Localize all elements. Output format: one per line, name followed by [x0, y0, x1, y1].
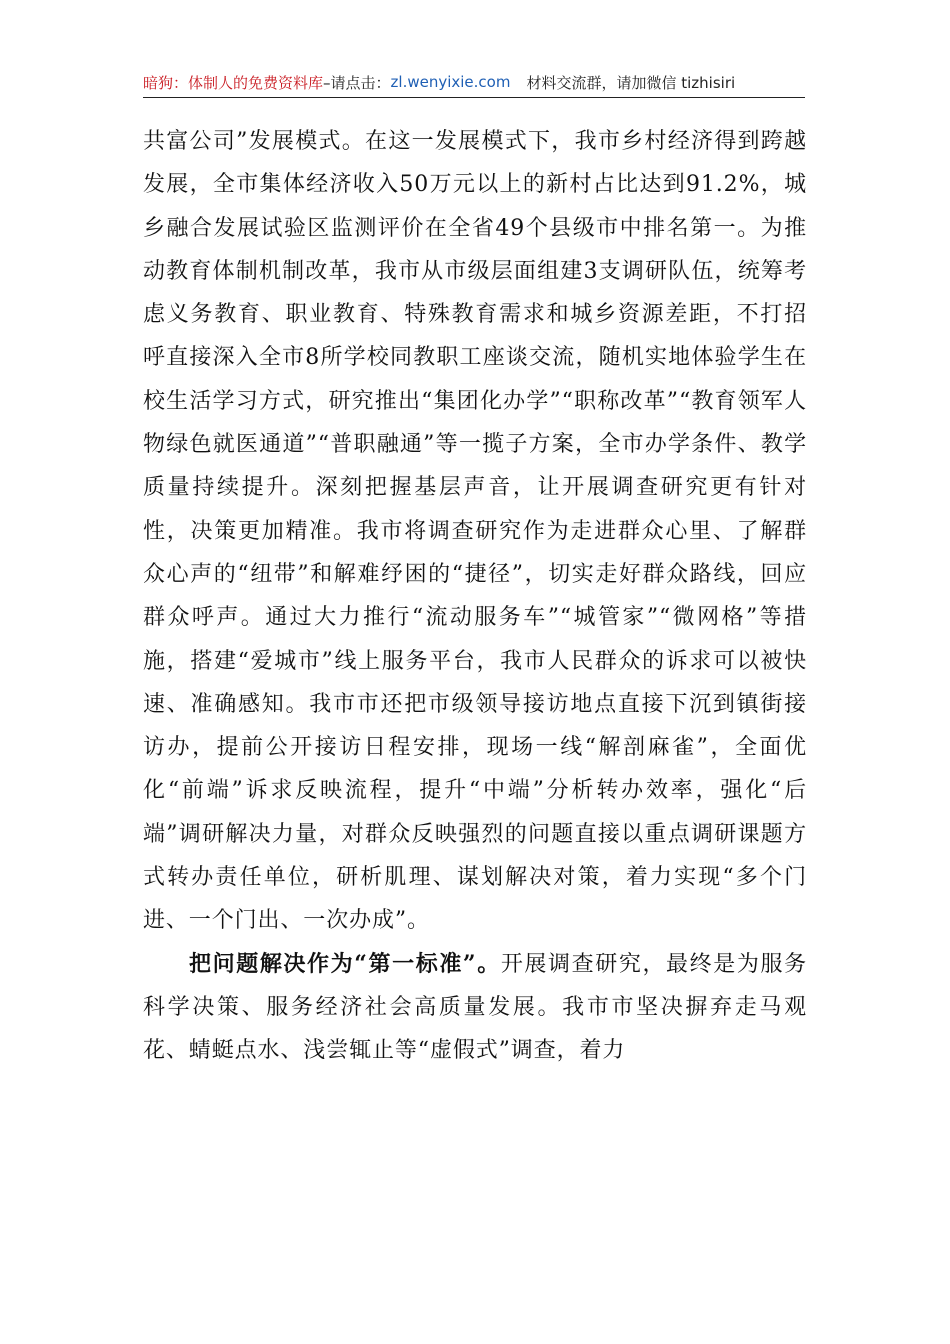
header-brand: 暗狗：体制人的免费资料库 [143, 73, 324, 92]
header-group-notice: 材料交流群，请加微信 tizhisiri [526, 73, 736, 92]
paragraph-2 [143, 943, 807, 1073]
paragraph-2-heading: 把问题解决作为“第一标准”。 [189, 950, 501, 977]
paragraph-2-text: 开展调查研究，最终是为服务科学决策、服务经济社会高质量发展。我市市坚决摒弃走马观花、蜻蜓点水、浅尝辄止等“虚假式”调查，着力 [143, 951, 807, 1064]
header-link[interactable]: zl.wenyixie.com [390, 73, 511, 91]
document-body [143, 120, 807, 1073]
page-header [143, 68, 805, 96]
paragraph-1: 共富公司”发展模式。在这一发展模式下，我市乡村经济得到跨越发展，全市集体经济收入50万元以上的新村占比达到91.2%，城乡融合发展试验区监测评价在全省49个县级市中排名第一。为推动教育体制机制改革，我市从市级层面组建3支调研队伍，统筹考虑义务教育、职业教育、特殊教育需求和城乡资源差距，不打招呼直接深入全市8所学校同教职工座谈交流，随机实地体验学生在校生活学习方式，研究推出“集团化办学”“职称改革”“教育领军人物绿色就医通道”“普职融通”等一揽子方案，全市办学条件、教学质量持续提升。深刻把握基层声音，让开展调查研究更有针对性，决策更加精准。我市将调查研究作为走进群众心里、了解群众心声的“纽带”和解难纾困的“捷径”，切实走好群众路线，回应群众呼声。通过大力推行“流动服务车”“城管家”“微网格”等措施，搭建“爱城市”线上服务平台，我市人民群众的诉求可以被快速、准确感知。我市市还把市级领导接访地点直接下沉到镇街接访办，提前公开接访日程安排，现场一线“解剖麻雀”，全面优化“前端”诉求反映流程，提升“中端”分析转办效率，强化“后端”调研解决力量，对群众反映强烈的问题直接以重点调研课题方式转办责任单位，研析肌理、谋划解决对策，着力实现“多个门进、一个门出、一次办成”。 [143, 129, 807, 934]
header-divider [143, 97, 805, 98]
header-click-prompt: –请点击： [323, 73, 391, 92]
